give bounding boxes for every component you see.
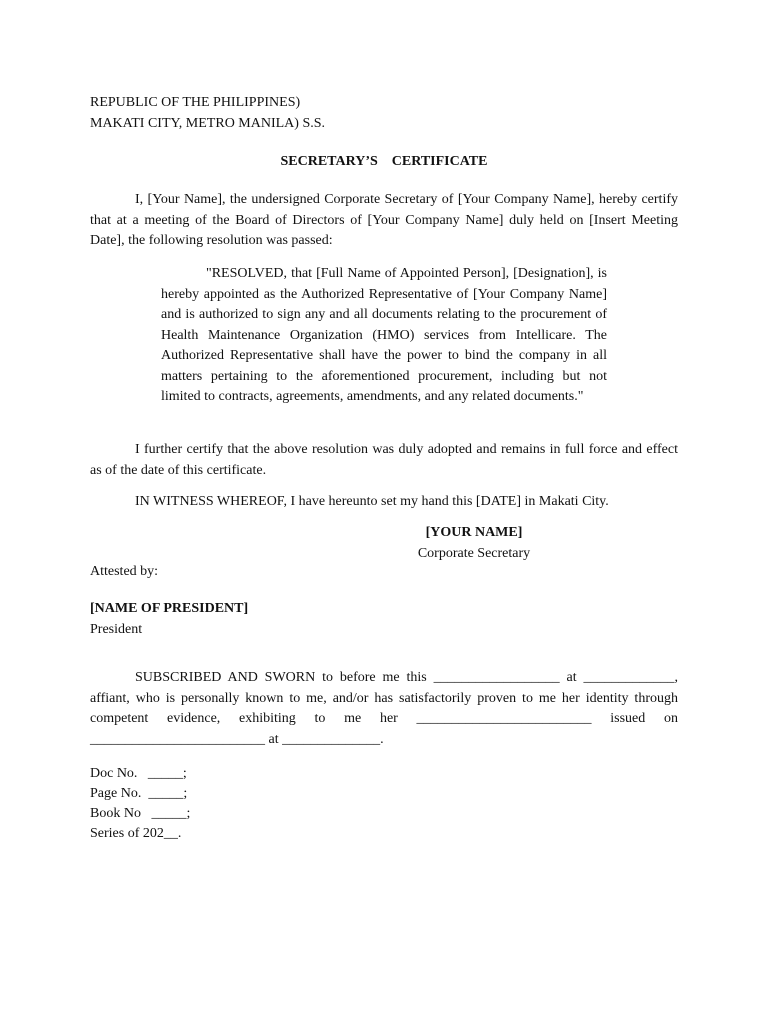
title-text: SECRETARY’S CERTIFICATE xyxy=(280,154,488,169)
witness-paragraph: IN WITNESS WHEREOF, I have hereunto set my hand this [DATE] in Makati City. xyxy=(135,494,609,509)
secretary-role: Corporate Secretary xyxy=(417,545,531,561)
notarial-register xyxy=(90,764,678,844)
president-name: [NAME OF PRESIDENT] xyxy=(90,601,249,616)
subscribed-sworn-paragraph: SUBSCRIBED AND SWORN to before me this __________________ at _____________, affiant, who is personally known to me, and/or has satisfactorily proven to me her identity through competent evidence, exhibiting to me her _________________________ issued on _________________________ at ______________. xyxy=(90,670,678,747)
president-signature-block xyxy=(90,599,678,640)
venue-line-1: REPUBLIC OF THE PHILIPPINES) xyxy=(90,95,301,110)
intro-paragraph: I, [Your Name], the undersigned Corporate Secretary of [Your Company Name], hereby certify that at a meeting of the Board of Directors of [Your Company Name] duly held on [Insert Meeting Date], the following resolution was passed: xyxy=(90,192,678,248)
book-no: Book No _____; xyxy=(90,806,191,821)
series-of: Series of 202__. xyxy=(90,826,182,841)
resolution-text: "RESOLVED, that [Full Name of Appointed Person], [Designation], is hereby appointed as the Authorized Representative of [Your Company Name] and is authorized to sign any and all documents relating to the procurement of Health Maintenance Organization (HMO) services from Intellicare. The Authorized Representative shall have the power to bind the company in all matters pertaining to the aforementioned procurement, including but not limited to contracts, agreements, amendments, and any related documents." xyxy=(161,266,607,404)
secretary-name: [YOUR NAME] xyxy=(425,525,523,540)
page-no: Page No. _____; xyxy=(90,786,188,801)
venue-line-2: MAKATI CITY, METRO MANILA) S.S. xyxy=(90,115,326,131)
further-certify-paragraph: I further certify that the above resolution was duly adopted and remains in full force and effect as of the date of this certificate. xyxy=(90,442,678,478)
resolution-paragraph xyxy=(161,264,607,408)
doc-no: Doc No. _____; xyxy=(90,766,187,781)
venue-header xyxy=(90,93,678,134)
document-title xyxy=(90,152,678,173)
attested-by-label: Attested by: xyxy=(90,564,159,579)
secretary-signature-block xyxy=(380,523,568,564)
president-role: President xyxy=(90,621,143,637)
